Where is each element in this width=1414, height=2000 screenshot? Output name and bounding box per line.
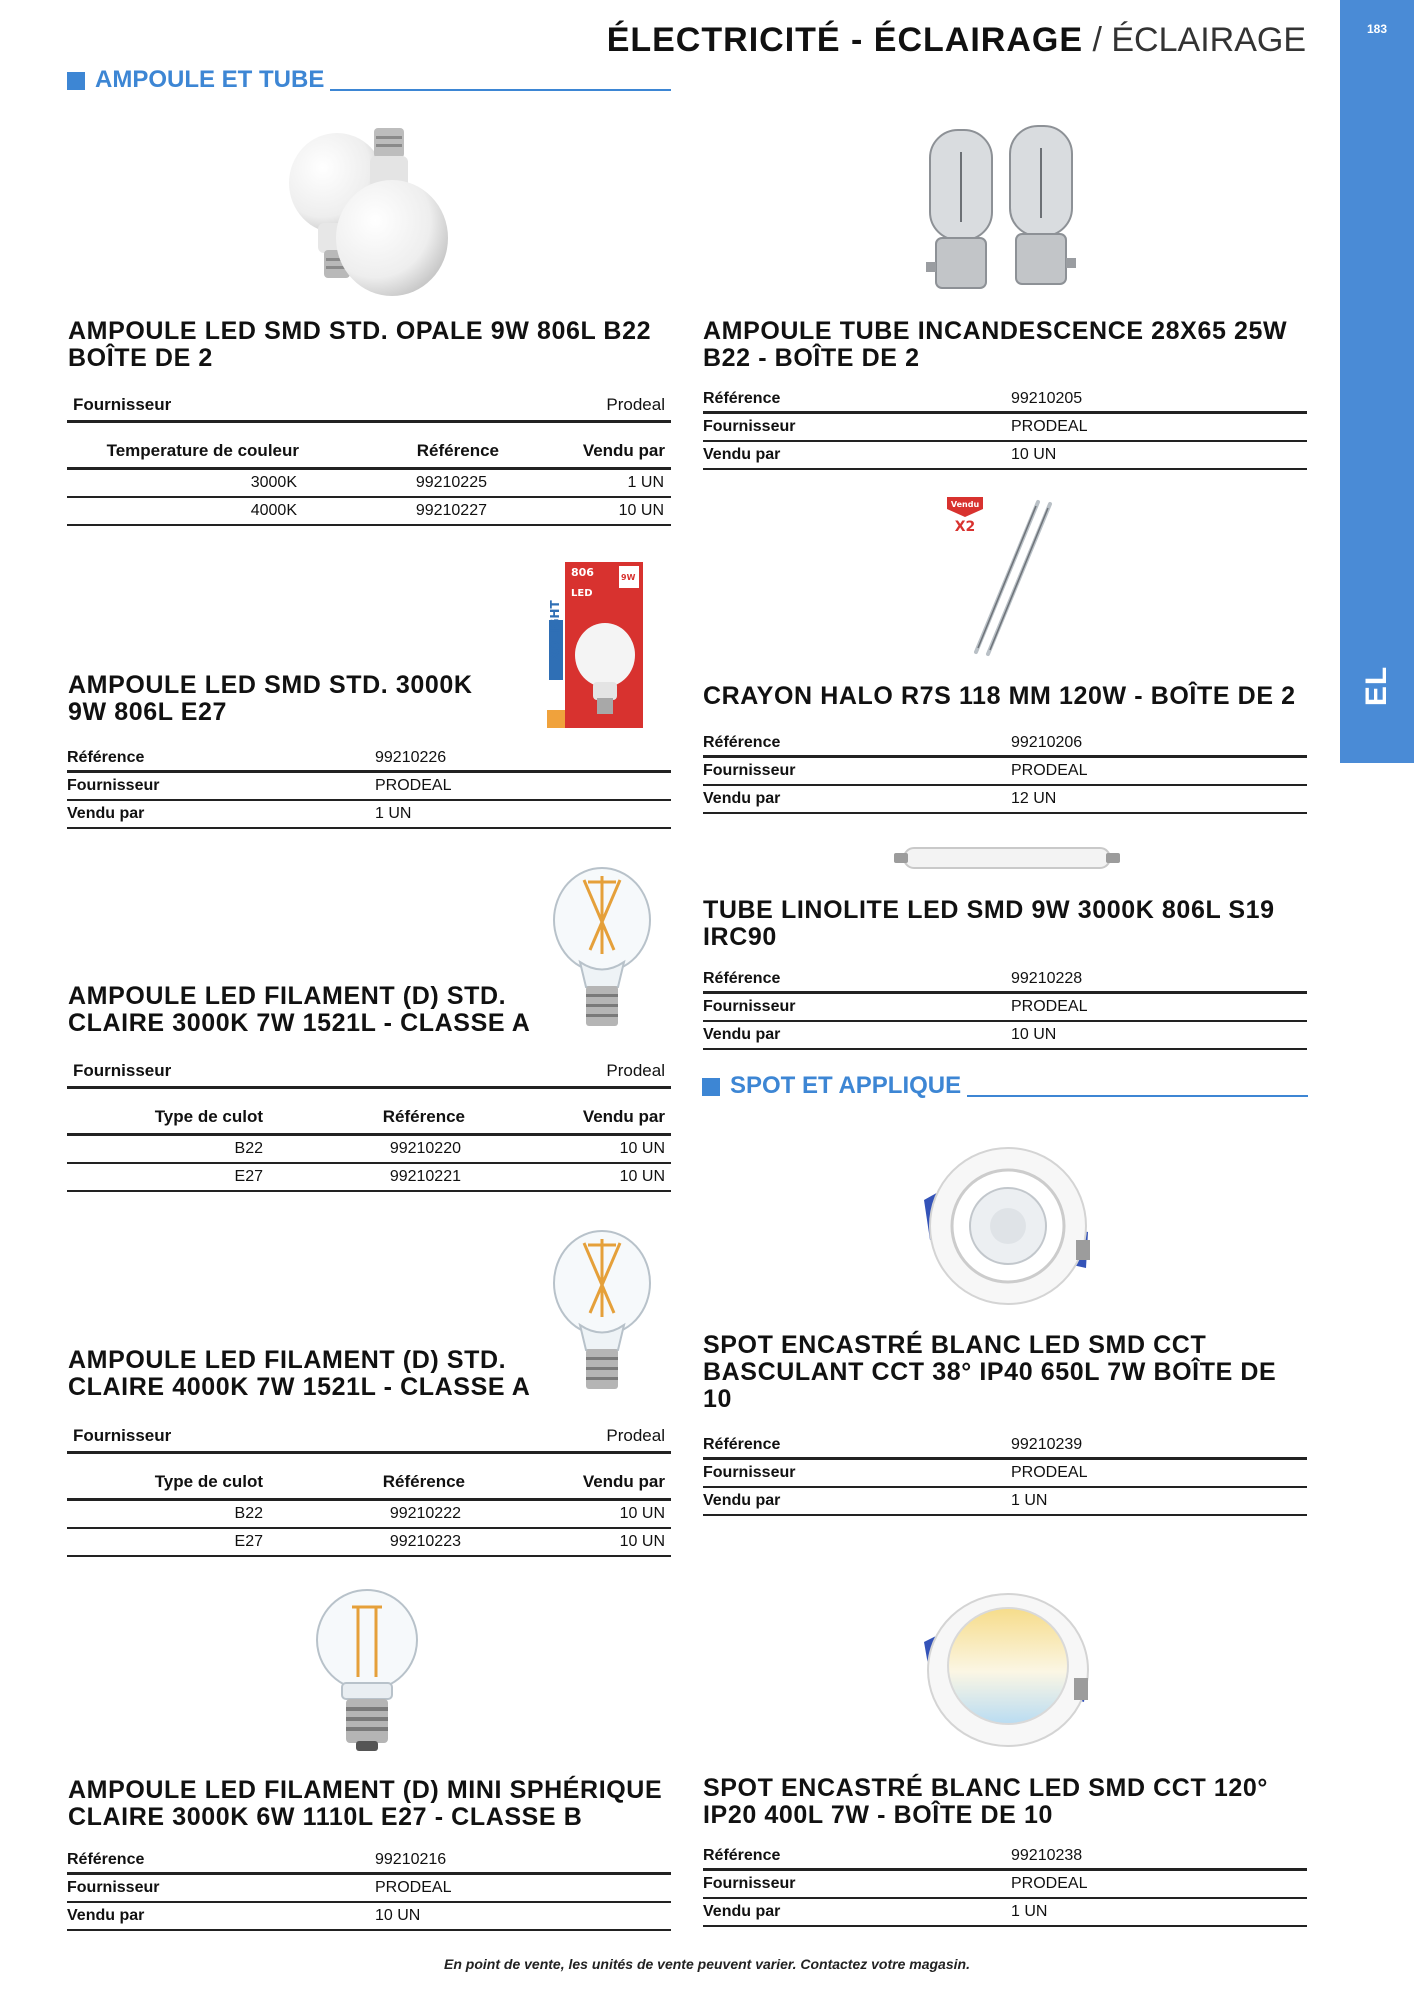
supplier-label: Fournisseur — [73, 1060, 172, 1080]
cell-variant: 3000K — [250, 474, 297, 491]
product-name: AMPOULE LED FILAMENT (D) STD. CLAIRE 4000K 7W 1521L - CLASSE A — [68, 1346, 531, 1401]
spec-table — [703, 730, 1307, 814]
badge-qty-text: X2 — [954, 519, 976, 535]
page-header — [520, 16, 1306, 64]
cell-sold-by: 10 UN — [619, 1533, 665, 1550]
spec-value: 99210238 — [1011, 1846, 1083, 1864]
spec-row-reference — [703, 1843, 1307, 1871]
col-header-sold-by: Vendu par — [582, 1107, 665, 1126]
spec-row-sold-by — [703, 1488, 1307, 1516]
section-square-icon — [67, 72, 85, 90]
table-row — [67, 498, 671, 526]
mini-spherical-bulb-image — [312, 1585, 422, 1755]
spec-value: PRODEAL — [1011, 998, 1088, 1015]
col-header-reference: Référence — [416, 441, 499, 460]
variant-table-header — [67, 432, 671, 470]
spec-label: Fournisseur — [703, 998, 796, 1015]
spec-label: Référence — [703, 1846, 781, 1864]
spec-label: Vendu par — [703, 790, 781, 807]
col-header-cap-type: Type de culot — [154, 1472, 263, 1491]
cell-reference: 99210227 — [415, 502, 487, 519]
spec-value: PRODEAL — [375, 1879, 452, 1896]
cell-variant: E27 — [234, 1168, 263, 1185]
cell-reference: 99210222 — [389, 1505, 461, 1522]
supplier-value: Prodeal — [606, 394, 665, 414]
spec-label: Vendu par — [703, 446, 781, 463]
tilting-spot-image — [918, 1140, 1096, 1312]
spec-value: 1 UN — [1011, 1903, 1048, 1920]
spec-value: PRODEAL — [1011, 762, 1088, 779]
spec-label: Référence — [703, 1435, 781, 1453]
page-subtitle: ÉCLAIRAGE — [1111, 21, 1306, 59]
section-title-ampoule-tube — [67, 66, 671, 94]
cell-sold-by: 10 UN — [619, 1505, 665, 1522]
spec-label: Vendu par — [703, 1492, 781, 1509]
linolite-tube-image — [892, 844, 1122, 872]
spec-value: 99210216 — [375, 1850, 447, 1868]
variant-table — [67, 1098, 671, 1192]
supplier-row — [67, 389, 671, 423]
spec-value: PRODEAL — [375, 777, 452, 794]
product-name: CRAYON HALO R7S 118 MM 120W - BOÎTE DE 2 — [703, 682, 1296, 710]
spec-row-supplier — [703, 414, 1307, 442]
spec-label: Fournisseur — [703, 1875, 796, 1892]
cell-reference: 99210220 — [389, 1140, 461, 1157]
spec-label: Référence — [67, 1850, 145, 1868]
section-title-spot-applique — [702, 1072, 1308, 1100]
spec-value: PRODEAL — [1011, 418, 1088, 435]
cell-variant: 4000K — [250, 502, 297, 519]
product-name: AMPOULE LED SMD STD. 3000K 9W 806L E27 — [68, 671, 473, 726]
incandescent-tube-pair-image — [922, 122, 1082, 297]
led-bulb-box-image — [545, 560, 645, 730]
cell-sold-by: 10 UN — [619, 1140, 665, 1157]
spec-label: Vendu par — [67, 805, 145, 822]
product-name: AMPOULE LED FILAMENT (D) MINI SPHÉRIQUE CLAIRE 3000K 6W 1110L E27 - CLASSE B — [68, 1776, 663, 1831]
product-name: AMPOULE TUBE INCANDESCENCE 28X65 25W B22 - BOÎTE DE 2 — [703, 317, 1288, 372]
spec-label: Fournisseur — [67, 1879, 160, 1896]
spec-row-supplier — [703, 1871, 1307, 1899]
cell-variant: E27 — [234, 1533, 263, 1550]
supplier-label: Fournisseur — [73, 1425, 172, 1445]
col-header-cap-type: Type de culot — [154, 1107, 263, 1126]
cell-reference: 99210225 — [415, 474, 487, 491]
spec-row-supplier — [703, 758, 1307, 786]
variant-table — [67, 432, 671, 526]
spec-row-reference — [67, 1847, 671, 1875]
table-row — [67, 1529, 671, 1557]
spec-row-supplier — [67, 1875, 671, 1903]
chapter-side-tab — [1340, 0, 1414, 763]
halogen-pencil-image — [948, 494, 1068, 664]
spec-row-supplier — [703, 1460, 1307, 1488]
supplier-value: Prodeal — [606, 1425, 665, 1445]
spec-label: Fournisseur — [703, 1464, 796, 1481]
spec-value: 10 UN — [375, 1907, 421, 1924]
page-title-separator: / — [1083, 21, 1112, 59]
spec-label: Fournisseur — [703, 762, 796, 779]
cct-downlight-image — [918, 1582, 1096, 1754]
spec-label: Vendu par — [703, 1026, 781, 1043]
spec-value: 99210226 — [375, 748, 447, 766]
col-header-reference: Référence — [382, 1472, 465, 1491]
spec-value: 10 UN — [1011, 1026, 1057, 1043]
footer-note: En point de vente, les unités de vente peuvent varier. Contactez votre magasin. — [444, 1956, 970, 1972]
spec-row-sold-by — [703, 1899, 1307, 1927]
spec-value: 10 UN — [1011, 446, 1057, 463]
chapter-code: EL — [1360, 665, 1393, 707]
spec-value: 1 UN — [1011, 1492, 1048, 1509]
spec-row-sold-by — [703, 1022, 1307, 1050]
spec-row-reference — [703, 730, 1307, 758]
spec-label: Fournisseur — [67, 777, 160, 794]
spec-table — [703, 966, 1307, 1050]
col-header-reference: Référence — [382, 1107, 465, 1126]
product-name: SPOT ENCASTRÉ BLANC LED SMD CCT 120° IP20 400L 7W - BOÎTE DE 10 — [703, 1774, 1268, 1829]
spec-table — [67, 1847, 671, 1931]
variant-table-header — [67, 1463, 671, 1501]
table-row — [67, 1501, 671, 1529]
supplier-value: Prodeal — [606, 1060, 665, 1080]
box-led-text: LED — [571, 588, 593, 599]
table-row — [67, 1164, 671, 1192]
spec-table — [703, 1432, 1307, 1516]
col-header-sold-by: Vendu par — [582, 441, 665, 460]
spec-value: 12 UN — [1011, 790, 1057, 807]
spec-row-reference — [703, 386, 1307, 414]
page-title: ÉLECTRICITÉ - ÉCLAIRAGE — [606, 21, 1084, 59]
col-header-sold-by: Vendu par — [582, 1472, 665, 1491]
spec-value: 99210205 — [1011, 389, 1083, 407]
product-name: TUBE LINOLITE LED SMD 9W 3000K 806L S19 IRC90 — [703, 896, 1275, 951]
spec-label: Référence — [703, 969, 781, 987]
section-rule — [967, 1095, 1308, 1097]
spec-value: 1 UN — [375, 805, 412, 822]
spec-table — [67, 745, 671, 829]
section-rule — [330, 89, 671, 91]
cell-sold-by: 10 UN — [619, 1168, 665, 1185]
spec-value: PRODEAL — [1011, 1875, 1088, 1892]
page-number: 183 — [1366, 22, 1388, 36]
supplier-row — [67, 1420, 671, 1454]
spec-value: 99210228 — [1011, 969, 1083, 987]
product-name: AMPOULE LED FILAMENT (D) STD. CLAIRE 3000K 7W 1521L - CLASSE A — [68, 982, 531, 1037]
cell-sold-by: 1 UN — [627, 474, 664, 491]
col-header-temperature: Temperature de couleur — [106, 441, 299, 460]
spec-row-sold-by — [703, 786, 1307, 814]
section-square-icon — [702, 1078, 720, 1096]
spec-value: 99210239 — [1011, 1435, 1083, 1453]
section-label: AMPOULE ET TUBE — [95, 66, 325, 93]
variant-table-header — [67, 1098, 671, 1136]
section-label: SPOT ET APPLIQUE — [730, 1072, 962, 1099]
cell-variant: B22 — [234, 1505, 263, 1522]
box-brand-text: XQLIGHT — [548, 600, 562, 660]
cell-variant: B22 — [234, 1140, 263, 1157]
box-watt-text: 9W — [621, 573, 636, 582]
box-lumen-text: 806 — [571, 566, 594, 579]
product-name: AMPOULE LED SMD STD. OPALE 9W 806L B22 BOÎTE DE 2 — [68, 317, 652, 372]
spec-value: 99210206 — [1011, 733, 1083, 751]
spec-value: PRODEAL — [1011, 1464, 1088, 1481]
cell-reference: 99210223 — [389, 1533, 461, 1550]
badge-top-text: Vendu — [950, 500, 980, 509]
spec-row-sold-by — [67, 1903, 671, 1931]
spec-label: Référence — [67, 748, 145, 766]
spec-row-reference — [703, 1432, 1307, 1460]
spec-row-sold-by — [703, 442, 1307, 470]
variant-table — [67, 1463, 671, 1557]
table-row — [67, 470, 671, 498]
spec-row-supplier — [703, 994, 1307, 1022]
spec-label: Référence — [703, 733, 781, 751]
cell-reference: 99210221 — [389, 1168, 461, 1185]
spec-label: Vendu par — [703, 1903, 781, 1920]
product-name: SPOT ENCASTRÉ BLANC LED SMD CCT BASCULANT CCT 38° IP40 650L 7W BOÎTE DE 10 — [703, 1331, 1277, 1413]
spec-row-reference — [703, 966, 1307, 994]
spec-label: Vendu par — [67, 1907, 145, 1924]
spec-row-reference — [67, 745, 671, 773]
led-bulb-pair-image — [282, 118, 452, 298]
cell-sold-by: 10 UN — [618, 502, 664, 519]
spec-row-supplier — [67, 773, 671, 801]
spec-row-sold-by — [67, 801, 671, 829]
supplier-row — [67, 1055, 671, 1089]
spec-table — [703, 1843, 1307, 1927]
spec-label: Fournisseur — [703, 418, 796, 435]
spec-label: Référence — [703, 389, 781, 407]
supplier-label: Fournisseur — [73, 394, 172, 414]
table-row — [67, 1136, 671, 1164]
spec-table — [703, 386, 1307, 470]
